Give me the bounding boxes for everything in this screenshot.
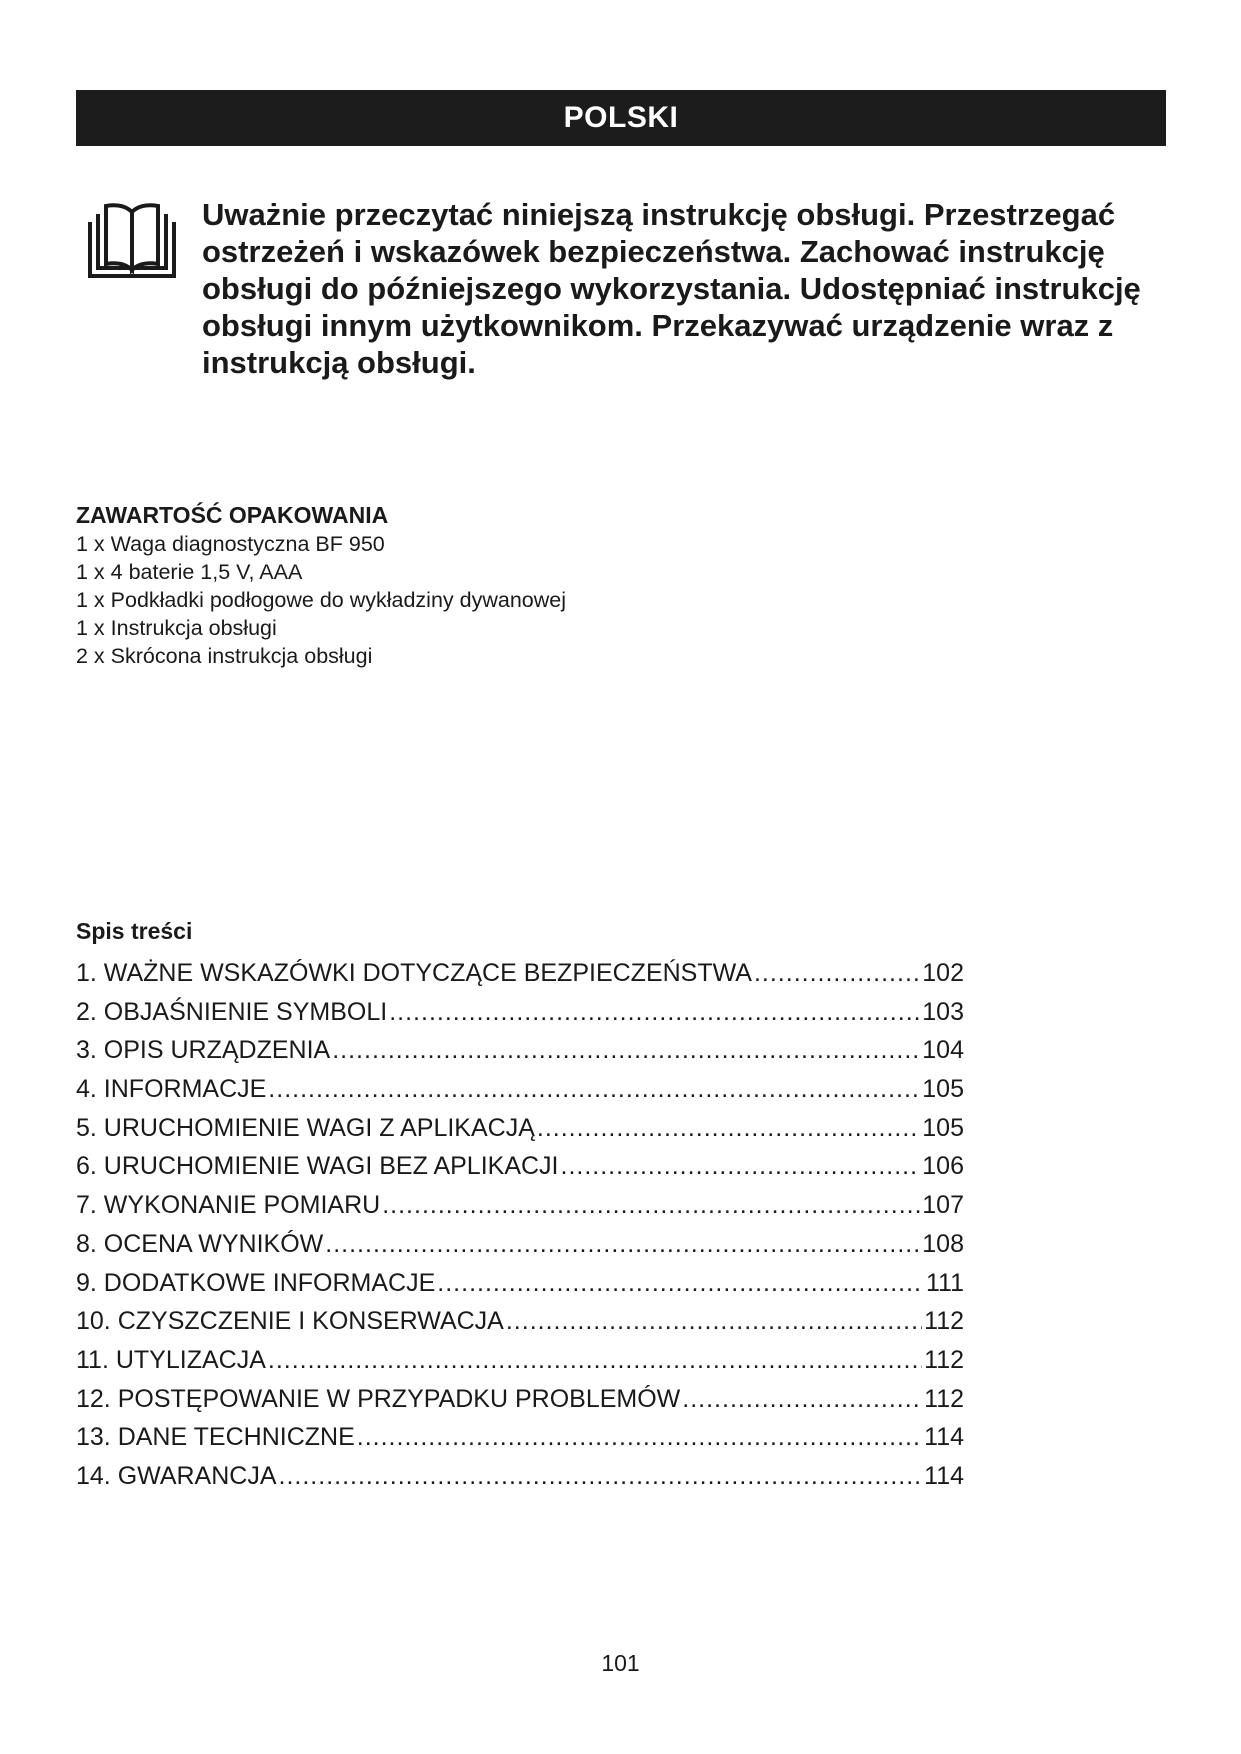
toc-leader-dots [268, 1070, 920, 1109]
toc-leader-dots [268, 1341, 922, 1380]
toc-entry[interactable] [76, 1341, 964, 1380]
toc-entry-label: 7. WYKONANIE POMIARU [76, 1191, 381, 1220]
toc-entry-page: 106 [922, 1152, 964, 1181]
toc-entry[interactable] [76, 1147, 964, 1186]
toc-leader-dots [506, 1302, 922, 1341]
toc-entry-page: 107 [922, 1191, 964, 1220]
toc-leader-dots [537, 1109, 920, 1148]
package-contents-section [76, 500, 976, 670]
toc-entry-page: 112 [924, 1345, 964, 1374]
intro-instructions: Uważnie przeczytać niniejszą instrukcję obsługi. Przestrzegać ostrzeżeń i wskazówek bezpieczeństwa. Zachować instrukcję obsługi do późniejszego wykorzystania. Udostępniać instrukcję obsługi innym użytkownikom. Przekazywać urządzenie wraz z instrukcją obsługi. [202, 197, 1141, 380]
toc-entry-page: 104 [922, 1036, 964, 1065]
toc-leader-dots [357, 1418, 922, 1457]
toc-entry-page: 114 [924, 1461, 964, 1490]
package-contents-title: ZAWARTOŚĆ OPAKOWANIA [76, 502, 389, 528]
toc-entry-label: 4. INFORMACJE [76, 1075, 267, 1104]
package-item: 1 x Waga diagnostyczna BF 950 [76, 532, 385, 556]
toc-leader-dots [382, 1186, 920, 1225]
toc-leader-dots [682, 1380, 922, 1419]
language-title: POLSKI [563, 101, 679, 134]
toc-entry-page: 112 [924, 1384, 964, 1413]
toc-entry-page: 102 [922, 959, 964, 987]
toc-entry-label: 12. POSTĘPOWANIE W PRZYPADKU PROBLEMÓW [76, 1384, 681, 1413]
package-item: 1 x Podkładki podłogowe do wykładziny dywanowej [76, 588, 567, 612]
toc-leader-dots [389, 993, 920, 1032]
toc-title: Spis treści [76, 918, 193, 944]
page-number: 101 [601, 1650, 640, 1676]
toc-entry-label: 6. URUCHOMIENIE WAGI BEZ APLIKACJI [76, 1152, 559, 1181]
toc-entry-page: 114 [924, 1423, 964, 1452]
toc-leader-dots [325, 1225, 920, 1264]
toc-entry-page: 103 [922, 997, 964, 1026]
toc-leader-dots [754, 954, 920, 993]
package-item: 2 x Skrócona instrukcja obsługi [76, 644, 373, 668]
book-icon [86, 200, 178, 282]
toc-entry-label: 1. WAŻNE WSKAZÓWKI DOTYCZĄCE BEZPIECZEŃSTWA [76, 959, 752, 987]
toc-entry[interactable] [76, 954, 964, 993]
toc-entry-page: 108 [922, 1229, 964, 1258]
toc-entry-page: 112 [924, 1307, 964, 1336]
package-item: 1 x 4 baterie 1,5 V, AAA [76, 560, 303, 584]
toc-entry-label: 8. OCENA WYNIKÓW [76, 1229, 324, 1258]
toc-entry[interactable] [76, 1070, 964, 1109]
toc-leader-dots [279, 1457, 923, 1496]
language-header [76, 90, 1166, 146]
toc-entry-label: 11. UTYLIZACJA [76, 1345, 266, 1374]
toc-entry-page: 105 [922, 1075, 964, 1104]
toc-entry[interactable] [76, 1418, 964, 1457]
toc-leader-dots [332, 1031, 920, 1070]
toc-entry[interactable] [76, 1380, 964, 1419]
toc-entry[interactable] [76, 1302, 964, 1341]
toc-entry-label: 2. OBJAŚNIENIE SYMBOLI [76, 997, 388, 1026]
package-contents-list [76, 530, 976, 670]
toc-entry[interactable] [76, 1264, 964, 1303]
toc-entry-label: 14. GWARANCJA [76, 1461, 277, 1490]
toc-entry-label: 5. URUCHOMIENIE WAGI Z APLIKACJĄ [76, 1113, 535, 1142]
toc-entry-page: 111 [925, 1268, 964, 1297]
table-of-contents [76, 916, 976, 1496]
toc-leader-dots [561, 1147, 921, 1186]
toc-entry-label: 9. DODATKOWE INFORMACJE [76, 1268, 436, 1297]
toc-entry[interactable] [76, 1031, 964, 1070]
toc-entry[interactable] [76, 1186, 964, 1225]
toc-entry[interactable] [76, 1225, 964, 1264]
toc-entry-page: 105 [922, 1113, 964, 1142]
toc-list [76, 954, 976, 1496]
toc-entry-label: 13. DANE TECHNICZNE [76, 1423, 355, 1452]
toc-entry[interactable] [76, 1109, 964, 1148]
package-item: 1 x Instrukcja obsługi [76, 616, 277, 640]
toc-leader-dots [437, 1264, 924, 1303]
toc-entry[interactable] [76, 1457, 964, 1496]
toc-entry-label: 3. OPIS URZĄDZENIA [76, 1036, 331, 1065]
toc-entry-label: 10. CZYSZCZENIE I KONSERWACJA [76, 1307, 504, 1336]
toc-entry[interactable] [76, 993, 964, 1032]
